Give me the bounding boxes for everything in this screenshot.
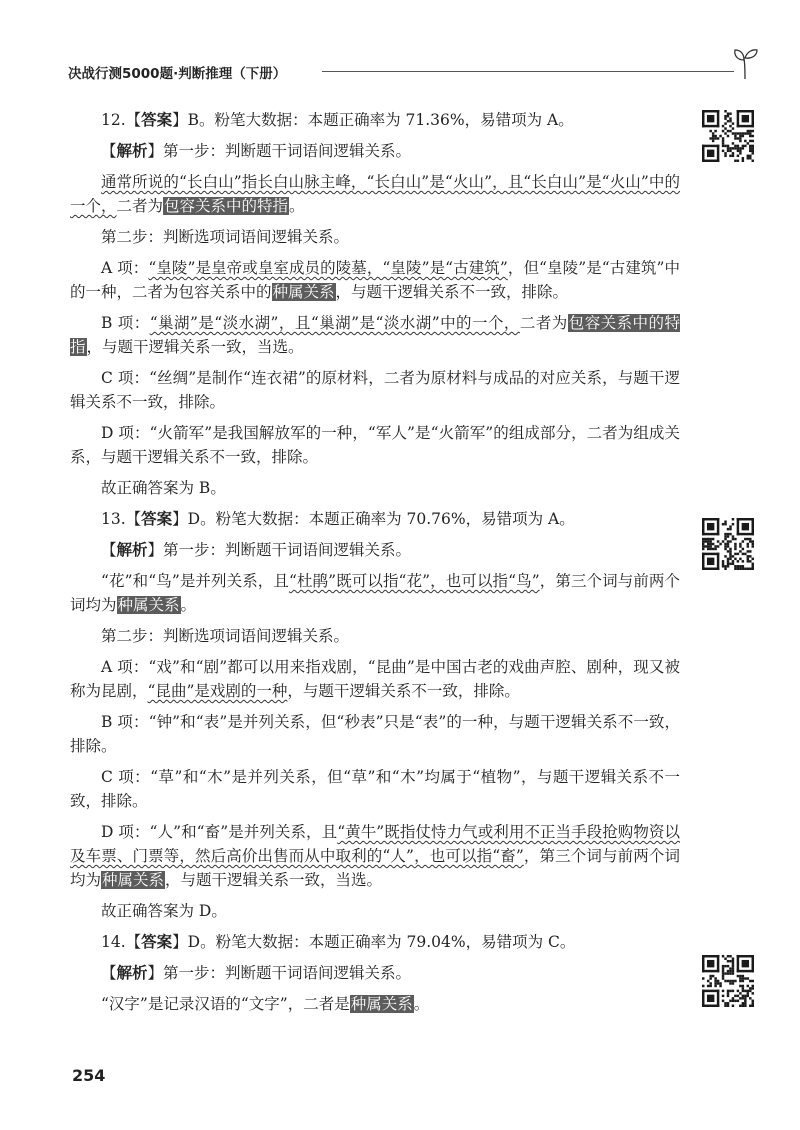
page-number: 254 [72,1066,106,1085]
text-run: 。 [289,197,305,215]
text-run: C 项：“丝绸”是制作“连衣裙”的原材料，二者为原材料与成品的对应关系，与题干逻辑关系不一致，排除。 [70,369,680,411]
option-13-b [70,710,680,758]
option-12-d [70,421,680,469]
text-run: 】第一步：判断题干词语间逻辑关系。 [147,142,412,160]
text-run: ，第三个词与前两个词均为 [70,847,680,889]
highlighted-term: 种属关系 [102,871,165,889]
analysis-12-step2 [70,225,680,249]
label-run: 答案 [141,509,173,528]
running-header [60,60,760,84]
answer-12-heading [70,108,680,132]
text-run: 故正确答案为 B。 [101,479,226,497]
wavy-underlined-text: “昆曲”是戏剧的一种 [147,682,288,700]
text-run: 【 [101,541,117,559]
wavy-underlined-text: “杜鹃”既可以指“花”，也可以指“鸟” [288,572,540,590]
text-run: 】B。粉笔大数据：本题正确率为 71.36%，易错项为 A。 [172,111,574,129]
text-run: A 项：“戏”和“剧”都可以用来指戏剧，“昆曲”是中国古老的戏曲声腔、剧种，现又被称为昆剧， [70,658,680,700]
qr-code-icon[interactable] [702,518,754,570]
text-run: ，第三个词与前两个词均为 [70,572,680,614]
text-run: “花”和“鸟”是并列关系，且 [101,572,289,590]
text-run: B 项： [101,314,150,332]
analysis-13-stem [70,569,680,617]
header-rule [322,71,734,72]
highlighted-term: 种属关系 [350,995,413,1013]
conclusion-12 [70,476,680,500]
answer-content [70,108,680,1023]
text-run: 】D。粉笔大数据：本题正确率为 70.76%，易错项为 A。 [172,510,575,528]
text-run: D 项：“人”和“畜”是并列关系，且 [101,823,338,841]
option-13-d [70,820,680,892]
label-run: 答案 [141,110,173,129]
text-run: 二者为 [519,314,568,332]
label-run: 解析 [116,540,148,559]
text-run: ，与题干逻辑关系不一致，排除。 [287,682,520,700]
text-run: B 项：“钟”和“表”是并列关系，但“秒表”只是“表”的一种，与题干逻辑关系不一致，排除。 [70,713,680,755]
text-run: ，与题干逻辑关系一致，当选。 [165,871,383,889]
text-run: “汉字”是记录汉语的“文字”，二者是 [101,995,350,1013]
option-13-c [70,765,680,813]
text-run: ，与题干逻辑关系不一致，排除。 [335,283,569,301]
text-run: 14.【 [101,933,142,951]
text-run: 【 [101,142,117,160]
option-12-c [70,366,680,414]
label-run: 解析 [116,963,148,982]
answer-14-heading [70,930,680,954]
wavy-underlined-text: 通常所说的“长白山”指长白山脉主峰，“长白山”是“火山”，且“长白山”是“火山”中的一个， [70,173,680,215]
text-run: 故正确答案为 D。 [101,902,227,920]
wavy-underlined-text: “黄牛”既指仗恃力气或利用不正当手段抢购物资以及车票、门票等，然后高价出售而从中取利的“人”，也可以指“畜” [70,823,680,865]
qr-code-icon[interactable] [702,955,754,1007]
text-run: ，与题干逻辑关系一致，当选。 [86,338,304,356]
analysis-12-stem [70,170,680,218]
conclusion-13 [70,899,680,923]
wavy-underlined-text: “皇陵”是皇帝或皇室成员的陵墓，“皇陵”是“古建筑” [148,259,508,277]
label-run: 答案 [141,932,173,951]
text-run: D 项：“火箭军”是我国解放军的一种，“军人”是“火箭军”的组成部分，二者为组成关系，与题干逻辑关系不一致，排除。 [70,424,680,466]
text-run: 12.【 [101,111,142,129]
analysis-13 [70,538,680,562]
text-run: 】第一步：判断题干词语间逻辑关系。 [147,541,412,559]
analysis-14 [70,961,680,985]
sprout-icon [732,46,758,80]
text-run: 。 [413,995,430,1013]
qr-code-icon[interactable] [702,110,754,162]
highlighted-term: 包容关系中的特指 [70,314,680,356]
text-run: 第二步：判断选项词语间逻辑关系。 [101,627,350,645]
analysis-12 [70,139,680,163]
option-12-a [70,256,680,304]
analysis-14-stem [70,992,680,1016]
text-run: 】第一步：判断题干词语间逻辑关系。 [147,964,412,982]
answer-13-heading [70,507,680,531]
wavy-underlined-text: “巢湖”是“淡水湖”，且“巢湖”是“淡水湖”中的一个， [149,314,520,332]
text-run: 13.【 [101,510,142,528]
text-run: A 项： [101,259,149,277]
option-12-b [70,311,680,359]
text-run: 。 [180,596,197,614]
text-run: 第二步：判断选项词语间逻辑关系。 [101,228,350,246]
text-run: 二者为 [116,197,164,215]
highlighted-term: 种属关系 [117,596,180,614]
text-run: 】D。粉笔大数据：本题正确率为 79.04%，易错项为 C。 [172,933,576,951]
highlighted-term: 包容关系中的特指 [164,197,289,215]
text-run: ，但“皇陵”是“古建筑”中的一种，二者为包容关系中的 [70,259,681,301]
text-run: C 项：“草”和“木”是并列关系，但“草”和“木”均属于“植物”，与题干逻辑关系不一致，排除。 [70,768,680,810]
option-13-a [70,655,680,703]
label-run: 解析 [116,141,148,160]
highlighted-term: 种属关系 [272,283,335,301]
book-title: 决战行测5000题·判断推理（下册） [68,66,287,82]
analysis-13-step2 [70,624,680,648]
text-run: 【 [101,964,117,982]
